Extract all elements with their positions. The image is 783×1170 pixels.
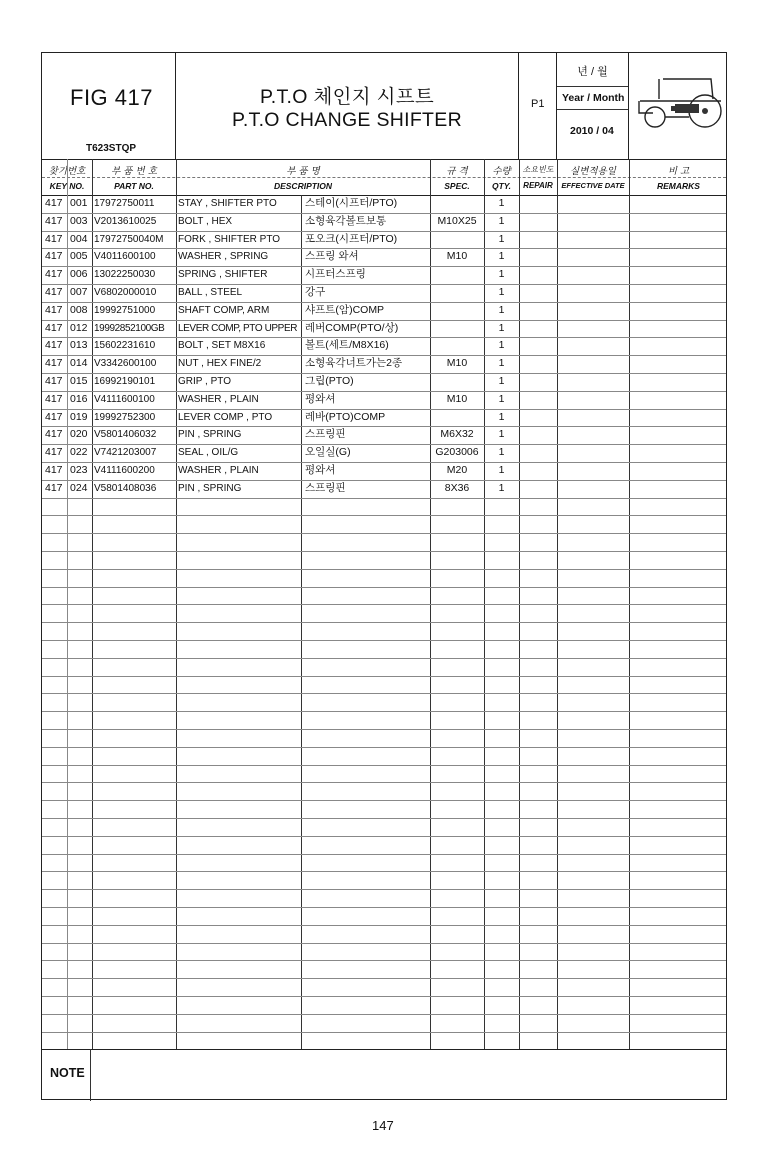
key-cell: 013	[70, 339, 88, 352]
part-number-cell: 19992752300	[94, 411, 156, 423]
fig-cell: 417	[45, 232, 63, 245]
revision-date: 2010 / 04	[570, 125, 614, 137]
description-ko-cell: 평와셔	[305, 392, 336, 405]
fig-cell: 417	[45, 481, 63, 494]
key-cell: 004	[70, 232, 88, 245]
title-korean: P.T.O 체인지 시프트	[259, 86, 434, 108]
key-cell: 006	[70, 268, 88, 281]
spec-cell: G203006	[435, 446, 479, 459]
description-en-cell: FORK , SHIFTER PTO	[178, 233, 281, 245]
fig-cell: 417	[45, 392, 63, 405]
description-ko-cell: 샤프트(암)COMP	[305, 303, 385, 316]
spec-cell	[430, 320, 484, 338]
page-ref: P1	[531, 98, 545, 110]
spec-cell	[430, 195, 484, 213]
part-number-cell: V7421203007	[94, 447, 157, 459]
tractor-icon	[635, 71, 725, 131]
part-number-cell: V5801406032	[94, 429, 157, 441]
spec-cell	[430, 373, 484, 391]
description-en-cell: BALL , STEEL	[178, 287, 243, 298]
key-cell: 015	[70, 375, 88, 387]
key-cell: 014	[70, 357, 88, 370]
fig-cell: 417	[45, 410, 63, 423]
table-row[interactable]	[42, 266, 728, 284]
page-number: 147	[372, 1118, 394, 1133]
qty-cell: 1	[498, 268, 505, 281]
description-en-cell: PIN , SPRING	[178, 429, 242, 441]
description-ko-cell: 소형육각너트가는2종	[305, 357, 403, 370]
spec-cell: 8X36	[444, 481, 470, 494]
spec-cell	[430, 337, 484, 355]
col-desc-ko: 부 품 명	[286, 166, 320, 177]
col-repair-en: REPAIR	[523, 181, 553, 190]
col-eff-en: EFFECTIVE DATE	[561, 181, 625, 190]
description-en-cell: LEVER COMP, PTO UPPER	[178, 322, 298, 334]
col-eff-ko: 실변적용일	[570, 166, 616, 177]
fig-cell: 417	[45, 286, 63, 298]
table-row[interactable]	[42, 355, 728, 373]
spec-cell	[430, 231, 484, 249]
description-ko-cell: 그립(PTO)	[305, 375, 354, 387]
description-en-cell: SHAFT COMP, ARM	[178, 304, 270, 316]
fig-cell: 417	[45, 303, 63, 316]
part-number-cell: V4011600100	[94, 251, 156, 263]
fig-cell: 417	[45, 197, 63, 209]
key-cell: 020	[70, 428, 88, 441]
qty-cell: 1	[498, 428, 505, 441]
spec-cell	[430, 266, 484, 284]
description-ko-cell: 시프터스프링	[305, 268, 366, 281]
title-box	[176, 53, 519, 159]
key-cell: 007	[70, 286, 88, 298]
table-row[interactable]	[42, 195, 728, 213]
part-number-cell: 19992751000	[94, 304, 156, 316]
spec-cell: M10X25	[437, 214, 477, 227]
col-spec-ko: 규 격	[446, 166, 468, 177]
fig-cell: 417	[45, 446, 63, 459]
col-qty-ko: 수량	[492, 166, 511, 177]
fig-cell: 417	[45, 214, 63, 227]
table-row[interactable]	[42, 480, 728, 498]
key-cell: 008	[70, 303, 88, 316]
description-ko-cell: 스테이(시프터/PTO)	[305, 197, 398, 209]
table-row[interactable]	[42, 444, 728, 462]
spec-cell: M10	[446, 250, 468, 263]
table-row[interactable]	[42, 409, 728, 427]
qty-cell: 1	[498, 375, 505, 387]
description-ko-cell: 스프링 와셔	[305, 250, 359, 263]
qty-cell: 1	[498, 339, 505, 352]
description-en-cell: PIN , SPRING	[178, 482, 242, 494]
description-en-cell: WASHER , SPRING	[178, 251, 269, 263]
spec-cell	[430, 302, 484, 320]
table-row[interactable]	[42, 284, 728, 302]
table-row[interactable]	[42, 320, 728, 338]
part-number-cell: 15602231610	[94, 340, 156, 352]
description-en-cell: GRIP , PTO	[178, 376, 231, 387]
key-cell: 019	[70, 410, 88, 423]
key-cell: 003	[70, 214, 88, 227]
qty-cell: 1	[498, 214, 505, 227]
qty-cell: 1	[498, 232, 505, 245]
fig-cell: 417	[45, 428, 63, 441]
note-label: NOTE	[50, 1066, 85, 1080]
fig-number: FIG 417	[70, 85, 153, 110]
col-part-en: PART NO.	[114, 181, 154, 191]
fig-cell: 417	[45, 268, 63, 281]
fig-box	[42, 53, 176, 159]
part-number-cell: V5801408036	[94, 482, 157, 494]
col-spec-en: SPEC.	[444, 181, 470, 191]
description-ko-cell: 스프링핀	[305, 481, 346, 494]
description-en-cell: SEAL , OIL/G	[178, 447, 239, 459]
key-cell: 024	[70, 481, 88, 494]
note-area[interactable]	[91, 1050, 727, 1099]
col-part-ko: 부 품 번 호	[111, 166, 157, 177]
description-ko-cell: 강구	[305, 286, 326, 298]
year-month-korean: 년 / 월	[577, 66, 608, 78]
col-key-en: KEY NO.	[49, 181, 85, 191]
part-number-cell: 19992852100GB	[94, 322, 165, 334]
key-cell: 001	[70, 197, 88, 209]
parts-sheet	[41, 52, 727, 1100]
part-number-cell: V2013610025	[94, 215, 157, 227]
table-row[interactable]	[42, 373, 728, 391]
description-ko-cell: 볼트(세트/M8X16)	[305, 339, 389, 352]
key-cell: 005	[70, 250, 88, 263]
year-month-label: Year / Month	[562, 92, 625, 104]
qty-cell: 1	[498, 286, 505, 298]
description-ko-cell: 스프링핀	[305, 428, 346, 441]
qty-cell: 1	[498, 481, 505, 494]
fig-cell: 417	[45, 339, 63, 352]
description-ko-cell: 오일실(G)	[305, 446, 351, 459]
description-ko-cell: 평와셔	[305, 464, 336, 476]
fig-cell: 417	[45, 464, 63, 476]
table-row[interactable]	[42, 231, 728, 249]
description-ko-cell: 레버COMP(PTO/상)	[305, 321, 399, 334]
col-remarks-en: REMARKS	[657, 181, 700, 191]
table-row[interactable]	[42, 302, 728, 320]
fig-cell: 417	[45, 357, 63, 370]
description-en-cell: WASHER , PLAIN	[178, 393, 259, 405]
spec-cell: M6X32	[440, 428, 474, 441]
qty-cell: 1	[498, 357, 505, 370]
qty-cell: 1	[498, 321, 505, 334]
fig-cell: 417	[45, 250, 63, 263]
date-box	[557, 53, 629, 159]
part-number-cell: 16992190101	[94, 376, 156, 387]
description-en-cell: NUT , HEX FINE/2	[178, 358, 262, 370]
table-row[interactable]	[42, 213, 728, 231]
part-number-cell: V4111600100	[94, 393, 155, 405]
fig-cell: 417	[45, 321, 63, 334]
part-number-cell: 17972750040M	[94, 233, 164, 245]
part-number-cell: V6802000010	[94, 287, 157, 298]
description-en-cell: STAY , SHIFTER PTO	[178, 198, 277, 209]
qty-cell: 1	[498, 446, 505, 459]
model-code: T623STQP	[86, 143, 137, 154]
table-row[interactable]	[42, 391, 728, 409]
part-number-cell: V4111600200	[94, 465, 155, 476]
col-remarks-ko: 비 고	[667, 166, 690, 177]
table-row[interactable]	[42, 337, 728, 355]
key-cell: 022	[70, 446, 88, 459]
description-en-cell: SPRING , SHIFTER	[178, 269, 268, 281]
spec-cell: M10	[446, 392, 468, 405]
spec-cell: M10	[446, 357, 468, 370]
part-number-cell: 17972750011	[94, 198, 155, 209]
spec-cell	[430, 284, 484, 302]
table-row[interactable]	[42, 462, 728, 480]
part-number-cell: 13022250030	[94, 269, 156, 281]
spec-cell: M20	[446, 464, 468, 476]
col-desc-en: DESCRIPTION	[273, 181, 333, 191]
key-cell: 023	[70, 464, 88, 476]
key-cell: 016	[70, 392, 88, 405]
title-english: P.T.O CHANGE SHIFTER	[232, 109, 462, 131]
description-en-cell: BOLT , HEX	[178, 215, 233, 227]
tractor-box	[629, 53, 728, 159]
qty-cell: 1	[498, 197, 505, 209]
description-ko-cell: 포오크(시프터/PTO)	[305, 232, 398, 245]
part-number-cell: V3342600100	[94, 358, 157, 370]
qty-cell: 1	[498, 303, 505, 316]
col-key-ko: 찾기번호	[48, 166, 86, 177]
col-repair-ko: 소요빈도	[522, 165, 554, 174]
qty-cell: 1	[498, 392, 505, 405]
table-row[interactable]	[42, 426, 728, 444]
description-ko-cell: 레바(PTO)COMP	[305, 410, 386, 423]
col-qty-en: QTY.	[491, 181, 512, 191]
fig-cell: 417	[45, 375, 63, 387]
table-row[interactable]	[42, 248, 728, 266]
qty-cell: 1	[498, 410, 505, 423]
qty-cell: 1	[498, 250, 505, 263]
key-cell: 012	[70, 321, 88, 334]
description-en-cell: LEVER COMP , PTO	[178, 411, 273, 423]
spec-cell	[430, 409, 484, 427]
page-box	[519, 53, 557, 159]
description-en-cell: BOLT , SET M8X16	[178, 340, 266, 352]
qty-cell: 1	[498, 464, 505, 476]
description-ko-cell: 소형육각볼트보통	[305, 214, 387, 227]
description-en-cell: WASHER , PLAIN	[178, 465, 259, 476]
